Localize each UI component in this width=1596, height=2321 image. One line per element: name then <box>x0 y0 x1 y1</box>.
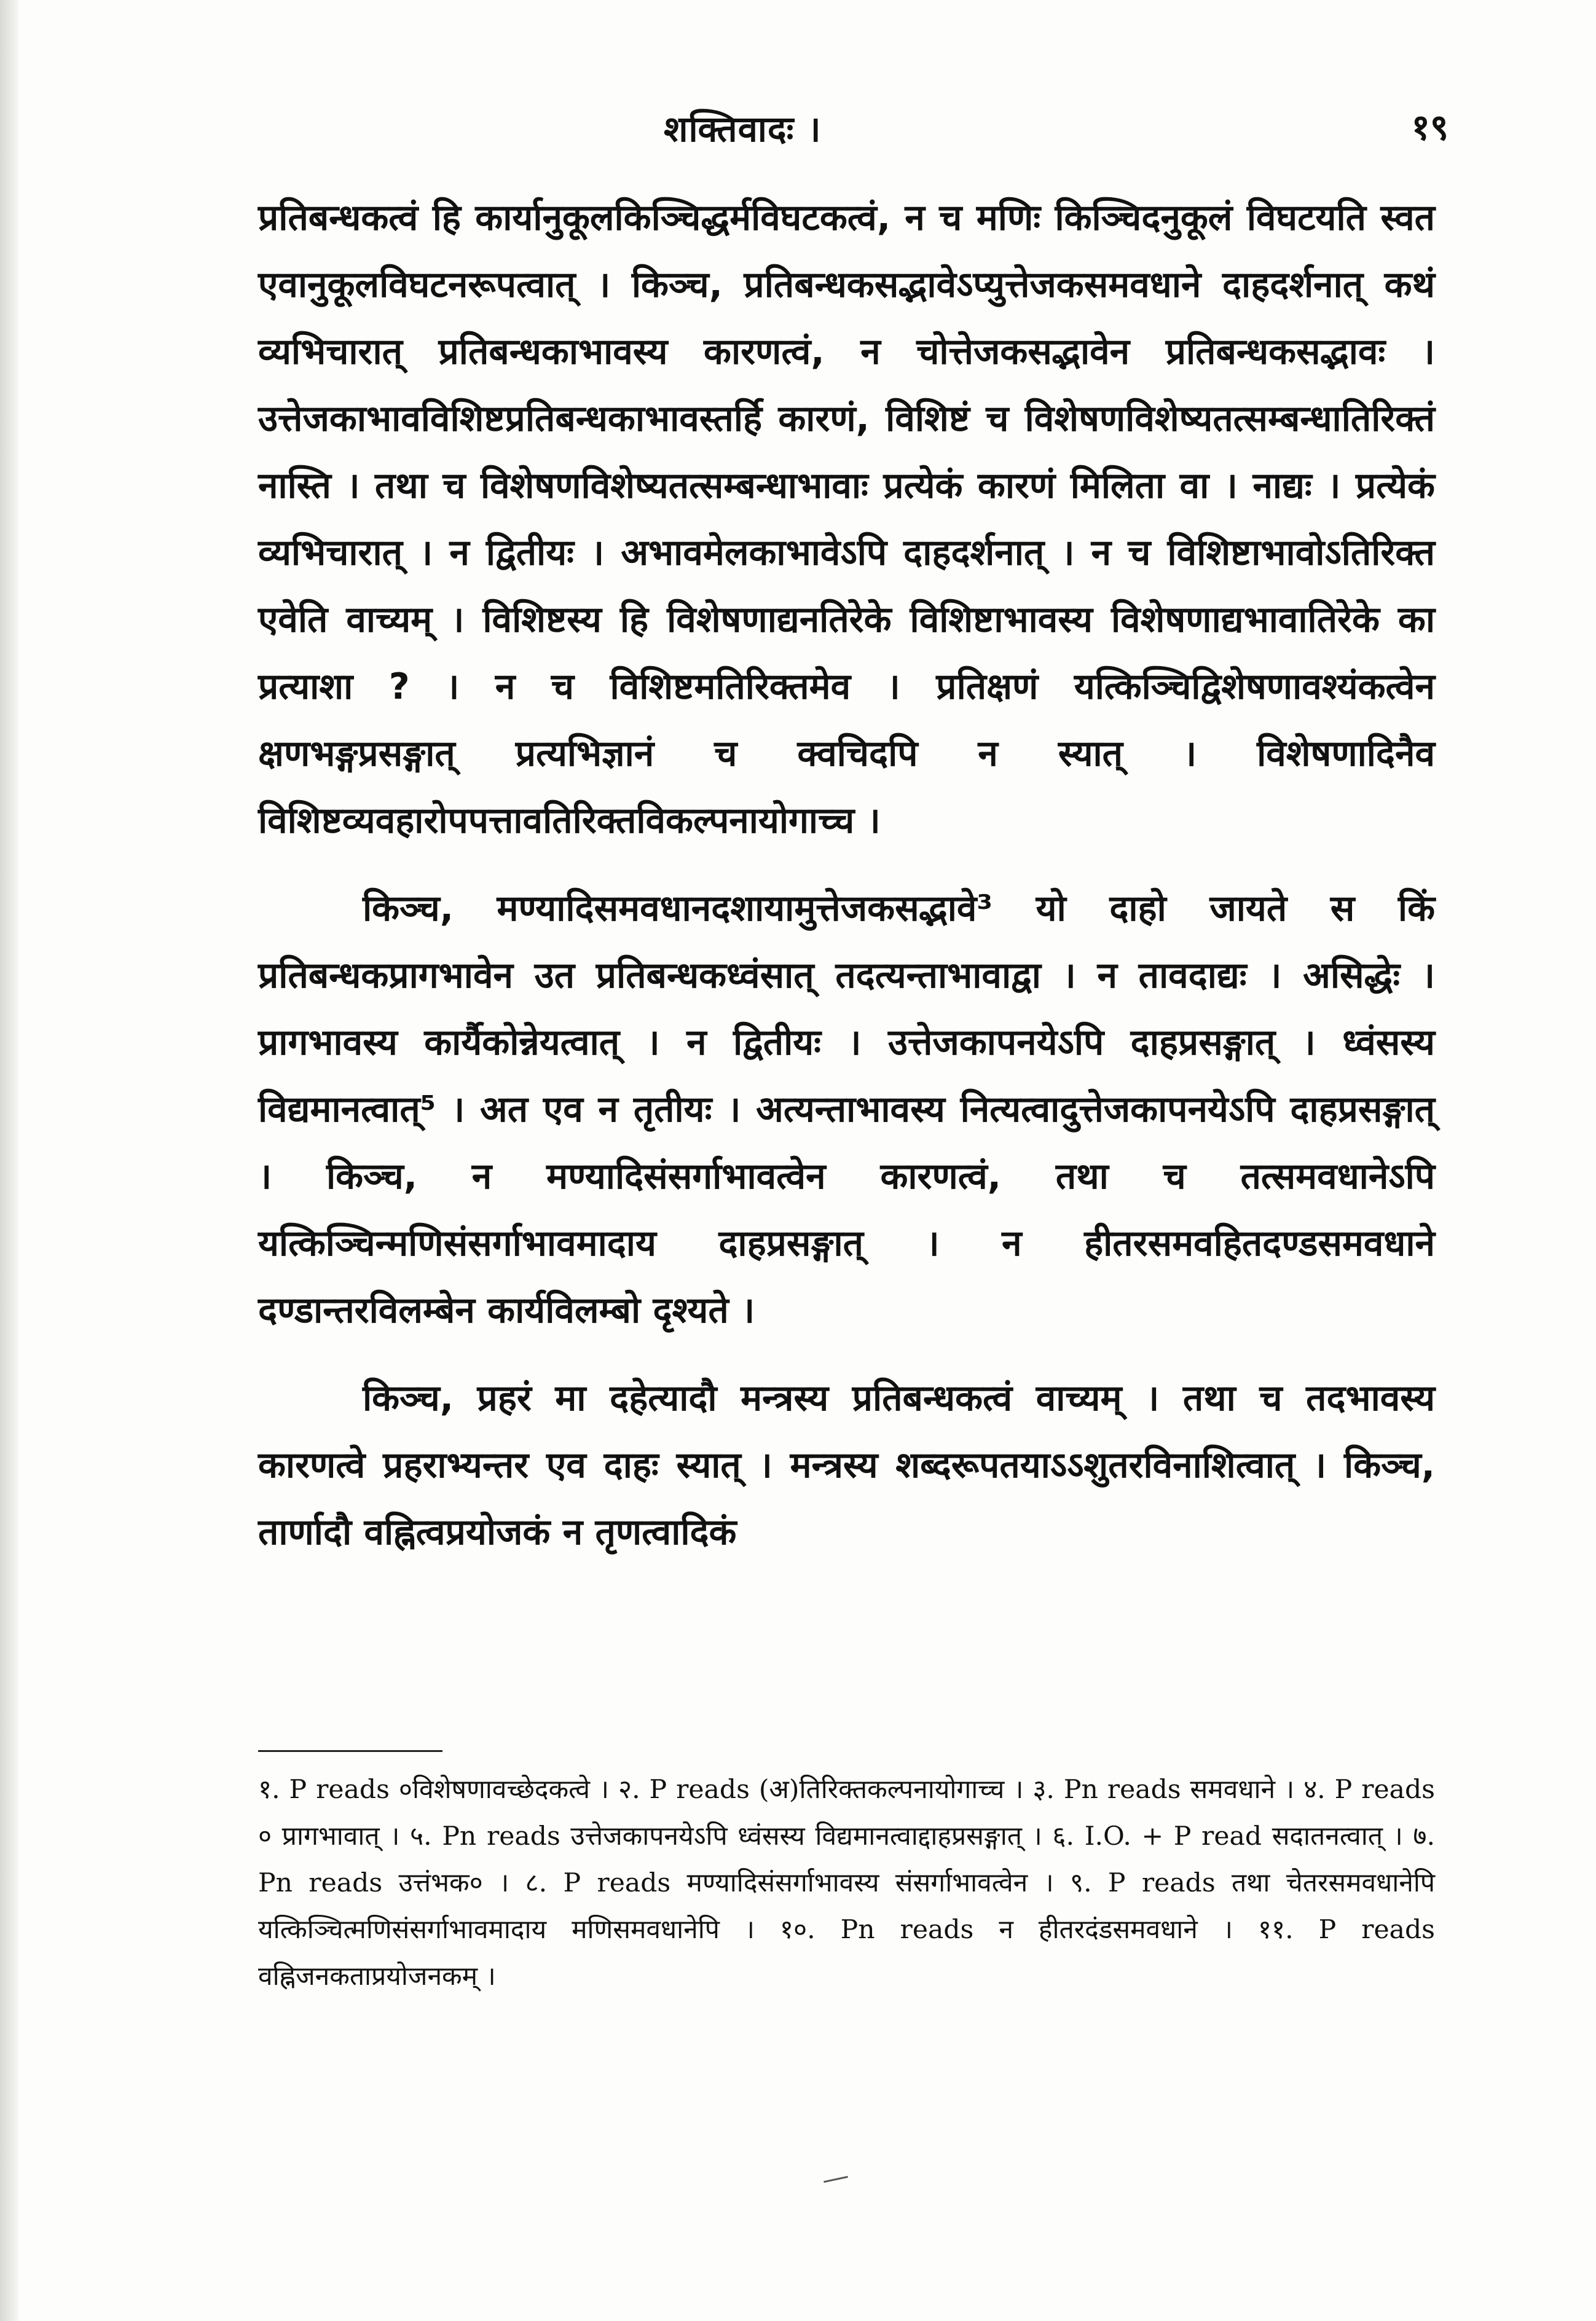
paragraph: किञ्च, प्रहरं मा दहेत्यादौ मन्त्रस्य प्रतिबन्धकत्वं वाच्यम् । तथा च तदभावस्य कारणत्वे प्रहराभ्यन्तर एव दाहः स्यात् । मन्त्रस्य शब्दरूपतयाऽऽशुतरविनाशित्वात् । किञ्च, तार्णादौ वह्नित्वप्रयोजकं न तृणत्वादिकं <box>258 1377 1435 1553</box>
footnote-divider <box>258 1750 442 1752</box>
main-text <box>258 184 1435 1566</box>
paragraph: प्रतिबन्धकत्वं हि कार्यानुकूलकिञ्चिद्धर्मविघटकत्वं, न च मणिः किञ्चिदनुकूलं विघटयति स्वत एवानुकूलविघटनरूपत्वात् । किञ्च, प्रतिबन्धकसद्भावेऽप्युत्तेजकसमवधाने दाहदर्शनात् कथं व्यभिचारात् प्रतिबन्धकाभावस्य कारणत्वं, न चोत्तेजकसद्भावेन प्रतिबन्धकसद्भावः । उत्तेजकाभावविशिष्टप्रतिबन्धकाभावस्तर्हि कारणं, विशिष्टं च विशेषणविशेष्यतत्सम्बन्धातिरिक्तं नास्ति । तथा च विशेषणविशेष्यतत्सम्बन्धाभावाः प्रत्येकं कारणं मिलिता वा । नाद्यः । प्रत्येकं व्यभिचारात् । न द्वितीयः । अभावमेलकाभावेऽपि दाहदर्शनात् । न च विशिष्टाभावोऽतिरिक्त एवेति वाच्यम् । विशिष्टस्य हि विशेषणाद्यनतिरेके विशिष्टाभावस्य विशेषणाद्यभावातिरेके का प्रत्याशा ? । न च विशिष्टमतिरिक्तमेव । प्रतिक्षणं यत्किञ्चिद्विशेषणावश्यंकत्वेन क्षणभङ्गप्रसङ्गात् प्रत्यभिज्ञानं च क्वचिदपि न स्यात् । विशेषणादिनैव विशिष्टव्यवहारोपपत्तावतिरिक्तविकल्पनायोगाच्च । <box>258 197 1435 841</box>
footnote-text: १. P reads ०विशेषणावच्छेदकत्वे । २. P reads (अ)तिरिक्तकल्पनायोगाच्च । ३. Pn reads समवधाने । ४. P reads ० प्रागभावात् । ५. Pn reads उत्तेजकापनयेऽपि ध्वंसस्य विद्यमानत्वाद्दाहप्रसङ्गात् । ६. I.O. + P read सदातनत्वात् । ७. Pn reads उत्तंभक० । ८. P reads मण्यादिसंसर्गाभावस्य संसर्गाभावत्वेन । ९. P reads तथा चेतरसमवधानेपि यत्किञ्चित्मणिसंसर्गाभावमादाय मणिसमवधानेपि । १०. Pn reads न हीतरदंडसमवधाने । ११. P reads वह्निजनकताप्रयोजनकम् । <box>258 1775 1435 1992</box>
paragraph: किञ्च, मण्यादिसमवधानदशायामुत्तेजकसद्भावे³ यो दाहो जायते स किं प्रतिबन्धकप्रागभावेन उत प्रतिबन्धकध्वंसात् तदत्यन्ताभावाद्वा । न तावदाद्यः । असिद्धेः । प्रागभावस्य कार्यैकोन्नेयत्वात् । न द्वितीयः । उत्तेजकापनयेऽपि दाहप्रसङ्गात् । ध्वंसस्य विद्यमानत्वात्⁵ । अत एव न तृतीयः । अत्यन्ताभावस्य नित्यत्वादुत्तेजकापनयेऽपि दाहप्रसङ्गात् । किञ्च, न मण्यादिसंसर्गाभावत्वेन कारणत्वं, तथा च तत्समवधानेऽपि यत्किञ्चिन्मणिसंसर्गाभावमादाय दाहप्रसङ्गात् । न हीतरसमवहितदण्डसमवधाने दण्डान्तरविलम्बेन कार्यविलम्बो दृश्यते । <box>258 887 1435 1331</box>
running-head: शक्तिवादः । <box>664 108 822 150</box>
stray-mark <box>824 2176 848 2183</box>
page-number: १९ <box>1411 106 1449 148</box>
page-edge-shadow <box>0 0 18 2321</box>
footnotes <box>258 1767 1435 2000</box>
